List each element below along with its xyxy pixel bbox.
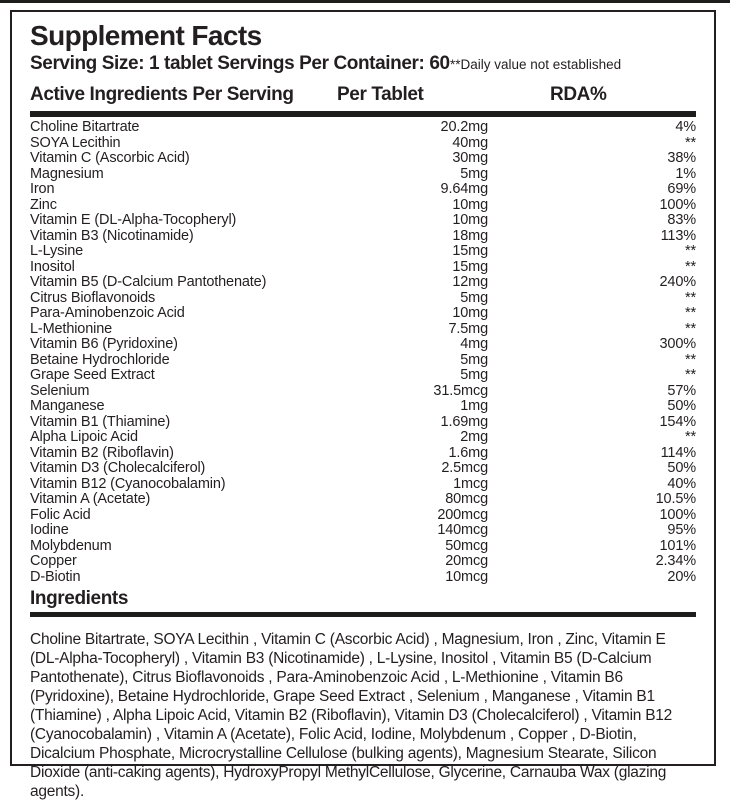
ingredient-rda: 50% (667, 460, 696, 476)
ingredient-rda: 100% (659, 196, 696, 213)
table-row (30, 306, 696, 322)
ingredient-rda: ** (685, 134, 696, 151)
ingredient-amount: 20mcg (445, 553, 488, 569)
ingredient-amount: 40mg (452, 134, 488, 151)
ingredient-rda: 2.34% (655, 553, 696, 569)
ingredient-amount: 5mg (460, 367, 488, 383)
ingredient-name: SOYA Lecithin (30, 134, 121, 151)
ingredient-rda: 240% (659, 274, 696, 290)
table-header (30, 84, 696, 109)
table-row (30, 275, 696, 291)
table-row (30, 477, 696, 493)
ingredient-amount: 2.5mcg (441, 460, 488, 476)
table-row (30, 461, 696, 477)
ingredient-amount: 15mg (452, 258, 488, 275)
ingredients-heading: Ingredients (30, 588, 129, 609)
ingredient-name: Iodine (30, 522, 69, 538)
table-row (30, 198, 696, 214)
ingredient-name: Molybdenum (30, 537, 112, 554)
table-row (30, 508, 696, 524)
table-row (30, 570, 696, 586)
ingredient-name: D-Biotin (30, 568, 81, 585)
header-divider-bar (30, 111, 696, 117)
ingredient-rda: 20% (667, 568, 696, 585)
ingredient-amount: 10mg (452, 212, 488, 228)
table-row (30, 213, 696, 229)
table-row (30, 430, 696, 446)
table-row (30, 415, 696, 431)
column-header-rda: RDA% (550, 84, 607, 105)
ingredient-name: Folic Acid (30, 506, 91, 523)
table-row (30, 384, 696, 400)
top-edge-strip (0, 0, 730, 3)
ingredient-amount: 80mcg (445, 491, 488, 507)
ingredient-rda: 300% (659, 336, 696, 352)
ingredient-rda: 4% (675, 119, 696, 135)
ingredient-rda: 101% (659, 537, 696, 554)
ingredient-amount: 31.5mcg (433, 382, 488, 399)
ingredient-amount: 1.6mg (448, 444, 488, 461)
daily-value-note: **Daily value not established (450, 57, 622, 72)
column-header-active-ingredients: Active Ingredients Per Serving (30, 84, 294, 105)
ingredient-amount: 4mg (460, 336, 488, 352)
ingredient-amount: 200mcg (437, 506, 488, 523)
ingredient-amount: 10mg (452, 305, 488, 321)
ingredients-table (30, 120, 696, 585)
ingredient-name: L-Lysine (30, 243, 84, 259)
ingredient-name: Magnesium (30, 165, 104, 182)
table-row (30, 368, 696, 384)
ingredient-amount: 5mg (460, 289, 488, 306)
ingredient-rda: ** (685, 351, 696, 368)
ingredients-divider-bar (30, 612, 696, 617)
ingredient-amount: 7.5mg (448, 320, 488, 337)
ingredient-name: Vitamin E (DL-Alpha-Tocopheryl) (30, 212, 237, 228)
ingredient-name: Manganese (30, 398, 105, 414)
ingredient-amount: 5mg (460, 351, 488, 368)
ingredient-rda: 114% (660, 444, 696, 461)
table-row (30, 554, 696, 570)
ingredient-amount: 30mg (452, 150, 488, 166)
ingredient-amount: 2mg (460, 429, 488, 445)
ingredient-amount: 1mg (460, 398, 488, 414)
ingredient-rda: 40% (667, 475, 696, 492)
table-row (30, 244, 696, 260)
table-row (30, 337, 696, 353)
ingredient-amount: 5mg (460, 165, 488, 182)
ingredient-name: Copper (30, 553, 77, 569)
ingredient-amount: 12mg (452, 274, 488, 290)
ingredient-name: Inositol (30, 258, 75, 275)
ingredient-name: Choline Bitartrate (30, 119, 140, 135)
table-row (30, 446, 696, 462)
ingredient-name: Zinc (30, 196, 57, 213)
ingredient-name: Vitamin C (Ascorbic Acid) (30, 150, 190, 166)
ingredient-name: Vitamin B12 (Cyanocobalamin) (30, 475, 226, 492)
table-row (30, 167, 696, 183)
ingredient-rda: 38% (667, 150, 696, 166)
ingredient-rda: ** (685, 258, 696, 275)
ingredient-rda: 100% (659, 506, 696, 523)
ingredient-name: Alpha Lipoic Acid (30, 429, 138, 445)
table-row (30, 353, 696, 369)
ingredient-amount: 1mcg (453, 475, 488, 492)
ingredient-rda: 50% (667, 398, 696, 414)
ingredient-name: Vitamin B5 (D-Calcium Pantothenate) (30, 274, 267, 290)
ingredient-rda: 113% (660, 227, 696, 244)
ingredient-name: Vitamin B6 (Pyridoxine) (30, 336, 178, 352)
ingredient-rda: ** (685, 243, 696, 259)
ingredient-name: Citrus Bioflavonoids (30, 289, 156, 306)
ingredient-name: Grape Seed Extract (30, 367, 155, 383)
table-row (30, 182, 696, 198)
ingredient-name: Selenium (30, 382, 90, 399)
ingredient-amount: 50mcg (445, 537, 488, 554)
ingredient-rda: 83% (667, 212, 696, 228)
ingredient-rda: 1% (675, 165, 696, 182)
ingredient-amount: 9.64mg (440, 181, 488, 197)
ingredient-name: Vitamin B2 (Riboflavin) (30, 444, 174, 461)
ingredient-rda: ** (685, 320, 696, 337)
ingredient-name: L-Methionine (30, 320, 113, 337)
ingredient-rda: 95% (667, 522, 696, 538)
ingredient-rda: ** (685, 305, 696, 321)
ingredient-rda: ** (685, 367, 696, 383)
table-row (30, 539, 696, 555)
serving-info: Serving Size: 1 tablet Servings Per Container: 60 (30, 53, 450, 74)
table-row (30, 291, 696, 307)
ingredient-rda: 154% (659, 413, 696, 430)
table-row (30, 229, 696, 245)
ingredient-amount: 10mcg (445, 568, 488, 585)
supplement-facts-label (10, 10, 716, 800)
serving-row (30, 53, 696, 79)
table-row (30, 151, 696, 167)
ingredient-amount: 10mg (452, 196, 488, 213)
ingredient-name: Vitamin A (Acetate) (30, 491, 151, 507)
ingredient-rda: 57% (667, 382, 696, 399)
ingredient-amount: 1.69mg (440, 413, 488, 430)
table-row (30, 136, 696, 152)
ingredient-amount: 18mg (452, 227, 488, 244)
table-row (30, 120, 696, 136)
ingredient-name: Vitamin B3 (Nicotinamide) (30, 227, 194, 244)
ingredient-amount: 15mg (452, 243, 488, 259)
ingredient-amount: 20.2mg (440, 119, 488, 135)
table-row (30, 260, 696, 276)
table-row (30, 322, 696, 338)
ingredient-rda: ** (685, 429, 696, 445)
ingredient-amount: 140mcg (437, 522, 488, 538)
column-header-per-tablet: Per Tablet (337, 84, 424, 105)
label-title: Supplement Facts (30, 20, 262, 51)
table-row (30, 523, 696, 539)
ingredient-rda: 10.5% (655, 491, 696, 507)
ingredient-name: Vitamin B1 (Thiamine) (30, 413, 171, 430)
table-row (30, 492, 696, 508)
ingredient-rda: 69% (667, 181, 696, 197)
ingredient-name: Betaine Hydrochloride (30, 351, 170, 368)
ingredient-rda: ** (685, 289, 696, 306)
ingredient-name: Vitamin D3 (Cholecalciferol) (30, 460, 206, 476)
ingredient-name: Para-Aminobenzoic Acid (30, 305, 185, 321)
table-row (30, 399, 696, 415)
ingredients-paragraph: Choline Bitartrate, SOYA Lecithin , Vitamin C (Ascorbic Acid) , Magnesium, Iron , Zinc, Vitamin E (DL-Alpha-Tocopheryl) , Vitamin B3 (Nicotinamide) , L-Lysine, Inositol , Vitamin B5 (D-Calcium Pantothenate), Citrus Bioflavonoids , Para-Aminobenzoic Acid , L-Methionine , Vitamin B6 (Pyridoxine), Betaine Hydrochloride, Grape Seed Extract , Selenium , Manganese , Vitamin B1 (Thiamine) , Alpha Lipoic Acid, Vitamin B2 (Riboflavin), Vitamin D3 (Cholecalciferol) , Vitamin B12 (Cyanocobalamin) , Vitamin A (Acetate), Folic Acid, Iodine, Molybdenum , Copper , D-Biotin, Dicalcium Phosphate, Microcrystalline Cellulose (bulking agents), Magnesium Stearate, Silicon Dioxide (anti-caking agents), HydroxyPropyl MethylCellulose, Glycerine, Carnauba Wax (glazing agents). (30, 631, 673, 800)
ingredient-name: Iron (30, 181, 55, 197)
